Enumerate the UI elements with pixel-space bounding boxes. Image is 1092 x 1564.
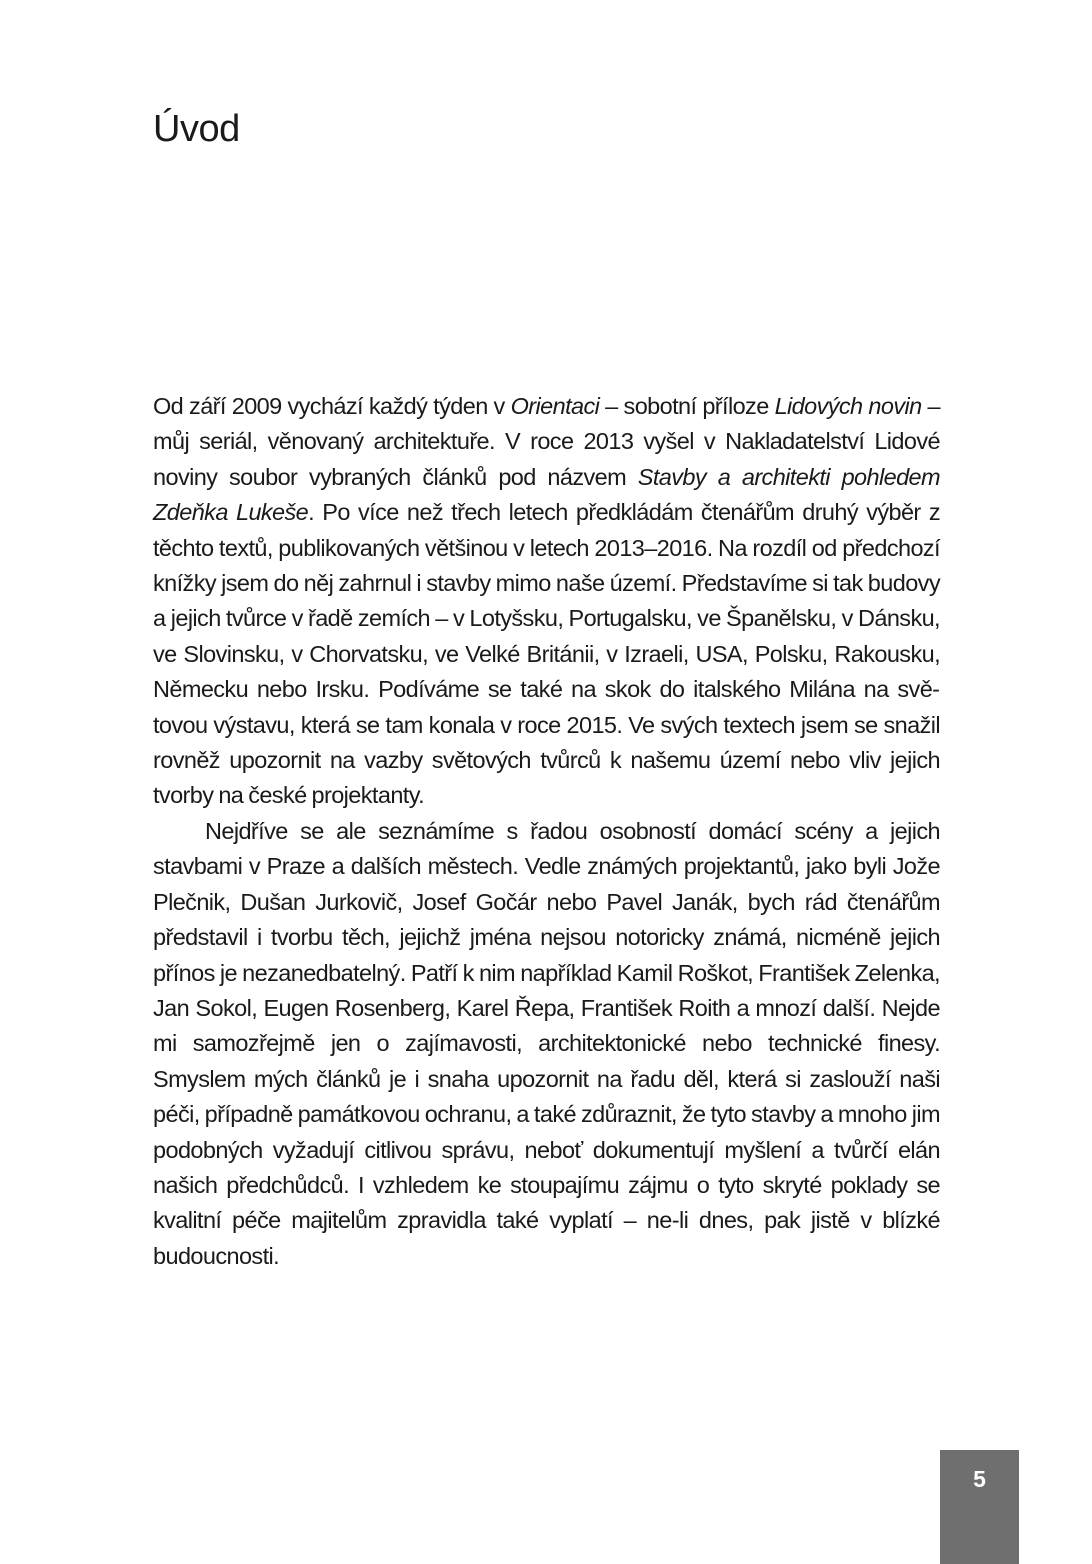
text-run: – můj seriál, věnovaný architektuře. V roce 2013 vyšel v Nakladatelství Lidové noviny soubor vybraných článků pod názvem — [153, 393, 940, 490]
body-text — [153, 389, 940, 1274]
italic-text-run: Lidových novin — [774, 393, 922, 419]
text-run: Od září 2009 vychází každý týden v — [153, 393, 511, 419]
paragraph-2 — [153, 814, 940, 1274]
page-number: 5 — [973, 1466, 986, 1492]
text-run: – sobotní příloze — [599, 393, 775, 419]
text-run: . Po více než třech letech předkládám čtenářům druhý výběr z těchto textů, publikovaných většinou v letech 2013–2016. Na rozdíl od předchozí knížky jsem do něj zahrnul i stavby mimo naše území. Představíme si tak budovy a jejich tvůrce v řadě zemích – v Lotyšsku, Portugalsku, ve Španělsku, v Dánsku, ve Slovinsku, v Chorvatsku, ve Velké Británii, v Izraeli, USA, Polsku, Rakousku, Německu nebo Irsku. Podíváme se také na skok do italského Milána na světovou výstavu, která se tam konala v roce 2015. Ve svých textech jsem se snažil rovněž upozornit na vazby světových tvůrců k našemu území nebo vliv jejich tvorby na české projektanty. — [153, 499, 940, 809]
text-run: Nejdříve se ale seznámíme s řadou osobností domácí scény a jejich stavbami v Praze a dalších městech. Vedle známých projektantů, jako byli Jože Plečnik, Dušan Jurkovič, Josef Gočár nebo Pavel Janák, bych rád čtenářům představil i tvorbu těch, jejichž jména nejsou notoricky známá, nicméně jejich přínos je nezanedbatelný. Patří k nim například Kamil Roškot, František Zelenka, Jan Sokol, Eugen Rosenberg, Karel Řepa, František Roith a mnozí další. Nejde mi samozřejmě jen o zajímavosti, architektonické nebo technické finesy. Smyslem mých článků je i snaha upozornit na řadu děl, která si zaslouží naši péči, případně památkovou ochranu, a také zdůraznit, že tyto stavby a mnoho jim podobných vyžadují citlivou správu, neboť dokumentují myšlení a tvůrčí elán našich předchůdců. I vzhledem ke stoupajímu zájmu o tyto skryté poklady se kvalitní péče majitelům zpravidla také vyplatí – ne-li dnes, pak jistě v blízké budoucnosti. — [153, 817, 940, 1269]
paragraph-1 — [153, 389, 940, 814]
chapter-heading: Úvod — [153, 108, 240, 150]
italic-text-run: Stavby a architekti pohledem Zdeňka Lukeše — [153, 463, 940, 526]
page-number-tab — [940, 1450, 1019, 1564]
italic-text-run: Orientaci — [510, 393, 600, 419]
